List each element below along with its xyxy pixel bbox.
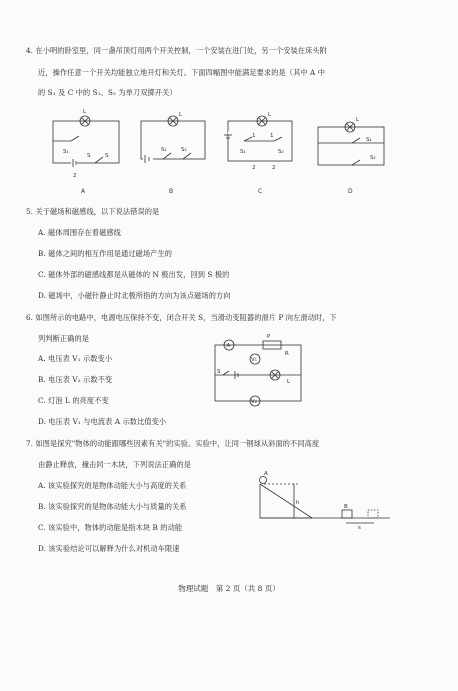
svg-text:S₂: S₂ (278, 149, 284, 155)
q6-line-1: 6. 如图所示的电路中，电源电压保持不变，闭合开关 S，当滑动变阻器的滑片 P 向左滑动时，下 (26, 313, 337, 322)
q7-incline-figure (250, 470, 395, 530)
svg-text:L: L (287, 379, 291, 385)
svg-text:S: S (105, 153, 109, 159)
svg-text:S₁: S₁ (161, 147, 167, 153)
svg-text:P: P (267, 334, 271, 340)
q6-option-a: A. 电压表 V₁ 示数变小 (38, 354, 113, 363)
q5-option-b: B. 磁体之间的相互作用是通过磁场产生的 (38, 249, 173, 258)
svg-text:1: 1 (252, 133, 256, 139)
q6-circuit-figure (205, 335, 315, 410)
q6-option-c: C. 灯泡 L 的亮度不变 (38, 396, 109, 405)
q4-figure-b (135, 113, 215, 193)
q5-stem: 5. 关于磁场和磁感线，以下说法错误的是 (26, 207, 160, 216)
q7-option-b: B. 该实验探究的是物体动能大小与质量的关系 (38, 502, 187, 511)
svg-text:h: h (296, 500, 300, 506)
q7-option-c: C. 该实验中，物体的动能是指木块 B 的动能 (38, 523, 183, 532)
svg-text:D: D (348, 188, 353, 195)
svg-text:S₂: S₂ (181, 147, 187, 153)
svg-text:B: B (169, 188, 174, 195)
q4-line-2: 近，操作任意一个开关均能独立地开灯和关灯。下面四幅图中能满足要求的是（其中 A 中 (38, 68, 325, 77)
q5-option-c: C. 磁体外部的磁感线都是从磁体的 N 极出发，回到 S 极的 (38, 270, 230, 279)
svg-text:S₁: S₁ (366, 137, 372, 143)
q6-line-2: 列判断正确的是 (38, 334, 90, 343)
svg-text:S₁: S₁ (63, 149, 69, 155)
q6-option-d: D. 电压表 V₁ 与电流表 A 示数比值变小 (38, 417, 167, 426)
svg-text:S₂: S₂ (370, 155, 376, 161)
page-footer: 物理试题 第 2 页（共 8 页） (178, 584, 280, 593)
svg-text:S: S (87, 153, 91, 159)
svg-text:R: R (285, 351, 289, 357)
svg-text:A: A (226, 343, 231, 349)
svg-text:V₂: V₂ (251, 399, 257, 405)
svg-text:S: S (217, 369, 221, 375)
svg-text:s: s (358, 525, 361, 531)
q4-figure-d (312, 113, 392, 193)
q6-option-b: B. 电压表 V₂ 示数不变 (38, 375, 113, 384)
svg-text:L: L (268, 112, 272, 118)
q7-option-a: A. 该实验探究的是物体动能大小与高度的关系 (38, 481, 187, 490)
svg-text:2: 2 (252, 165, 256, 171)
svg-text:1: 1 (270, 133, 274, 139)
q7-line-2: 由静止释放，撞击同一木块，下列说法正确的是 (38, 460, 192, 469)
svg-text:S₁: S₁ (240, 149, 246, 155)
q7-option-d: D. 该实验结论可以解释为什么对机动车限速 (38, 544, 180, 553)
q4-line-3: 的 S₁ 及 C 中的 S₁、S₂ 为单刀双掷开关） (38, 88, 177, 97)
svg-text:2: 2 (272, 165, 276, 171)
q5-option-a: A. 磁体周围存在着磁感线 (38, 228, 121, 237)
svg-text:C: C (258, 188, 263, 195)
svg-text:V₁: V₁ (251, 357, 257, 363)
svg-text:L: L (179, 112, 183, 118)
q5-option-d: D. 磁场中，小磁针静止时北极所指的方向为该点磁场的方向 (38, 291, 231, 300)
svg-text:A: A (264, 471, 268, 477)
svg-text:A: A (81, 188, 86, 195)
q7-line-1: 7. 如图是探究"物体的动能跟哪些因素有关"的实验。实验中，让同一钢球从斜面的不同高度 (26, 439, 320, 448)
svg-text:L: L (356, 117, 360, 123)
q4-figure-a (45, 109, 125, 195)
q4-figure-c (222, 113, 302, 193)
svg-text:2: 2 (73, 173, 77, 179)
q4-line-1: 4. 在小明的卧室里，同一盏吊顶灯用两个开关控制，一个安装在进门处，另一个安装在床头附 (26, 46, 327, 55)
svg-text:L: L (83, 109, 87, 115)
svg-text:B: B (344, 504, 348, 510)
